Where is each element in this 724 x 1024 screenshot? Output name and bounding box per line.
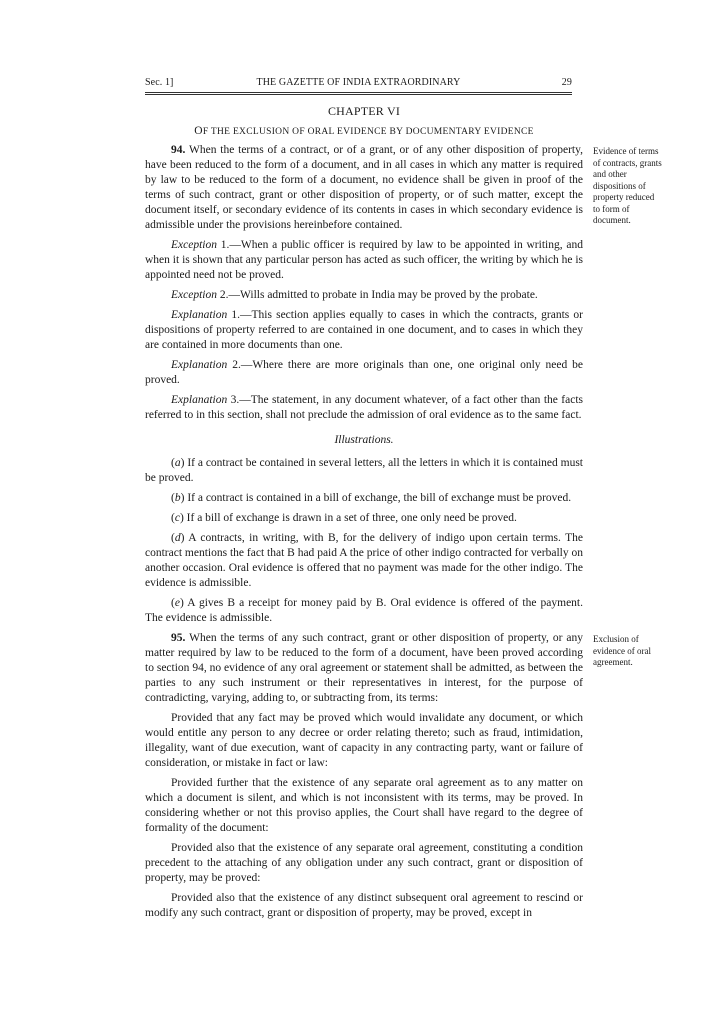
exception-1-text: 1.—When a public officer is required by law to be appointed in writing, and when it is shown that any particular person has acted as such officer, the writing by which he is appointed need not be proved. [145,239,584,281]
page-number: 29 [561,77,572,88]
section-94-number: 94. [171,144,186,156]
chapter-subtitle-rest: F THE EXCLUSION OF ORAL EVIDENCE BY DOCUMENTARY EVIDENCE [202,127,534,137]
header-rule-second [145,94,572,95]
chapter-title: CHAPTER VI [327,104,401,118]
header-title: THE GAZETTE OF INDIA EXTRAORDINARY [256,77,461,88]
illustration-d-label: d [174,532,181,544]
exception-2-text: 2.—Wills admitted to probate in India may be proved by the probate. [219,289,538,301]
section-95-number: 95. [171,632,186,644]
margin-note-section-94: Evidence of terms of contracts, grants and other dispositions of property reduced to form of document. [593,146,662,225]
illustration-e-label: e [174,597,180,609]
chapter-subtitle-initial: O [194,125,203,137]
proviso-2: Provided further that the existence of any separate oral agreement as to any matter on which a document is silent, and which is not inconsistent with its terms, may be proved. In considering whether or not this proviso applies, the Court shall have regard to the degree of formality of the document: [145,777,583,834]
document-body [145,103,583,926]
section-94-paragraph [145,143,583,233]
proviso-4: Provided also that the existence of any distinct subsequent oral agreement to rescind or modify any such contract, grant or disposition of property, may be proved, except in [145,892,583,919]
explanation-3-label: Explanation [171,394,228,406]
explanation-3 [145,393,583,423]
exception-1-label: Exception [171,239,217,251]
illustration-d-text: A contracts, in writing, with B, for the delivery of indigo upon certain terms. The contract mentions the fact that B had paid A the price of other indigo contracted for verbally on another occasion. Oral evidence is offered that no payment was made for the other indigo. The evidence is admissible. [145,532,583,589]
explanation-1 [145,308,583,353]
margin-note-section-95: Exclusion of evidence of oral agreement. [593,634,651,667]
illustration-c-label: c [174,512,180,524]
explanation-3-text: 3.—The statement, in any document whatever, of a fact other than the facts referred to in this section, shall not preclude the admission of oral evidence as to the same fact. [145,394,583,421]
illustration-c: (c) If a bill of exchange is drawn in a set of three, one only need be proved. [171,512,517,524]
explanation-2-label: Explanation [171,359,228,371]
illustration-b-text: If a contract is contained in a bill of exchange, the bill of exchange must be proved. [187,492,572,504]
explanation-1-text: 1.—This section applies equally to cases in which the contracts, grants or dispositions of property referred to are contained in one document, and to cases in which they are contained in more documents than one. [145,309,583,351]
header-rule [145,92,572,93]
explanation-2 [145,358,583,388]
illustration-e: (e) A gives B a receipt for money paid by B. Oral evidence is offered of the payment. The evidence is admissible. [145,597,583,624]
header-section: Sec. 1] [145,77,174,88]
illustrations-heading: Illustrations. [334,434,394,446]
illustration-e-text: A gives B a receipt for money paid by B. Oral evidence is offered of the payment. The evidence is admissible. [145,597,583,624]
exception-2-label: Exception [171,289,217,301]
illustration-b-label: b [174,492,181,504]
exception-2 [145,288,583,303]
chapter-subtitle [145,124,583,139]
explanation-1-label: Explanation [171,309,228,321]
illustration-a: (a) If a contract be contained in several letters, all the letters in which it is contained must be proved. [145,457,583,484]
section-95-text: When the terms of any such contract, grant or other disposition of property, or any matter required by law to be reduced to the form of a document, have been proved according to section 94, no evidence of any oral agreement or statement shall be admitted, as between the parties to any such instrument or their representatives in interest, for the purpose of contradicting, varying, adding to, or subtracting from, its terms: [145,632,583,704]
proviso-3: Provided also that the existence of any separate oral agreement, constituting a condition precedent to the attaching of any obligation under any such contract, grant or disposition of property, may be proved: [145,842,583,884]
illustration-a-label: a [174,457,181,469]
proviso-1: Provided that any fact may be proved which would invalidate any document, or which would entitle any person to any decree or order relating thereto; such as fraud, intimidation, illegality, want of due execution, want of capacity in any contracting party, want or failure of consideration, or mistake in fact or law: [145,712,583,769]
illustration-a-text: If a contract be contained in several letters, all the letters in which it is contained must be proved. [145,457,583,484]
section-95-paragraph [145,631,583,706]
illustration-c-text: If a bill of exchange is drawn in a set of three, one only need be proved. [186,512,517,524]
exception-1 [145,238,583,283]
illustration-b: (b) If a contract is contained in a bill of exchange, the bill of exchange must be proved. [171,492,572,504]
illustration-d: (d) A contracts, in writing, with B, for the delivery of indigo upon certain terms. The contract mentions the fact that B had paid A the price of other indigo contracted for verbally on another occasion. Oral evidence is offered that no payment was made for the other indigo. The evidence is admissible. [145,532,583,589]
explanation-2-text: 2.—Where there are more originals than one, one original only need be proved. [145,359,584,386]
section-94-text: When the terms of a contract, or of a grant, or of any other disposition of property, have been reduced to the form of a document, and in all cases in which any matter is required by law to be reduced to the form of a document, no evidence shall be given in proof of the terms of such contract, grant or other disposition of property, or of such matter, except the document itself, or secondary evidence of its contents in cases in which secondary evidence is admissible under the provisions hereinbefore contained. [145,144,583,231]
